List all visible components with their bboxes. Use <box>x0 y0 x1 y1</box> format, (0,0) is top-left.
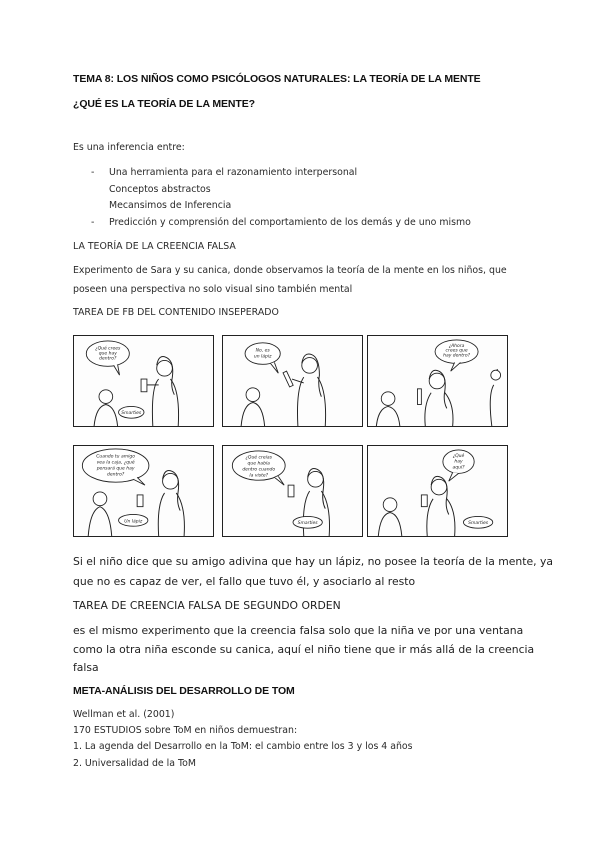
page-title: TEMA 8: LOS NIÑOS COMO PSICÓLOGOS NATURALES: LA TEORÍA DE LA MENTE <box>73 73 481 85</box>
intro-lead: Es una inferencia entre: <box>73 142 185 153</box>
speech-bubble-text: aquí? <box>452 465 465 471</box>
speech-bubble-text: ¿Ahora <box>448 343 465 349</box>
section-heading-false-belief: LA TEORÍA DE LA CREENCIA FALSA <box>73 241 236 252</box>
section-heading-what-is-tom: ¿QUÉ ES LA TEORÍA DE LA MENTE? <box>73 98 255 110</box>
conclusion-line-1: Si el niño dice que su amigo adivina que hay un lápiz, no posee la teoría de la mente, ya <box>73 555 553 568</box>
speech-bubble-text: la viste? <box>249 473 269 479</box>
section-heading-meta-analysis: META-ANÁLISIS DEL DESARROLLO DE TOM <box>73 685 295 697</box>
speech-bubble-text: que había <box>247 461 270 467</box>
speech-bubble-text: pensará que hay <box>96 466 135 472</box>
comic-panel-1 <box>73 335 214 427</box>
list-bullet: - <box>91 167 95 178</box>
numbered-point-2: 2. Universalidad de la ToM <box>73 758 196 769</box>
list-item: Predicción y comprensión del comportamiento de los demás y de uno mismo <box>109 217 471 228</box>
comic-panel-4 <box>73 445 214 537</box>
speech-bubble-text: dentro? <box>99 356 117 362</box>
speech-bubble-text: Cuando tu amigo <box>96 454 135 460</box>
false-belief-text-line-1: Experimento de Sara y su canica, donde observamos la teoría de la mente en los niños, que <box>73 265 507 276</box>
section-heading-second-order: TAREA DE CREENCIA FALSA DE SEGUNDO ORDEN <box>73 599 341 612</box>
comic-illustration <box>74 446 213 536</box>
comic-illustration <box>223 336 362 426</box>
second-order-line-2: como la otra niña esconde su canica, aquí el niño tiene que ir más allá de la creencia <box>73 643 535 656</box>
comic-panel-2 <box>222 335 363 427</box>
thought-bubble-text: Smarties <box>121 411 142 417</box>
speech-bubble-text: hay dentro? <box>443 353 471 359</box>
speech-bubble-text: dentro? <box>107 472 125 478</box>
speech-bubble-text: ¿Qué <box>452 453 465 459</box>
false-belief-text-line-2: poseen una perspectiva no solo visual sino también mental <box>73 284 353 295</box>
comic-illustration <box>74 336 213 426</box>
unexpected-contents-task-title: TAREA DE FB DEL CONTENIDO INSEPERADO <box>73 307 279 318</box>
speech-bubble-text: un lápiz <box>253 354 272 360</box>
thought-bubble-text: Smarties <box>468 521 489 527</box>
second-order-line-1: es el mismo experimento que la creencia falsa solo que la niña ve por una ventana <box>73 624 524 637</box>
conclusion-line-2: que no es capaz de ver, el fallo que tuvo él, y asociarlo al resto <box>73 575 416 588</box>
studies-summary: 170 ESTUDIOS sobre ToM en niños demuestran: <box>73 725 298 736</box>
speech-bubble-text: que hay <box>98 351 117 357</box>
speech-bubble-text: ¿Qué crees <box>95 346 121 352</box>
thought-bubble-text: Un lápiz <box>124 519 143 525</box>
list-item-continuation: Mecansimos de Inferencia <box>109 200 232 211</box>
list-item-continuation: Conceptos abstractos <box>109 184 211 195</box>
thought-bubble-text: Smarties <box>297 521 318 527</box>
speech-bubble-text: vea la caja, ¿qué <box>96 460 135 466</box>
numbered-point-1: 1. La agenda del Desarrollo en la ToM: el cambio entre los 3 y los 4 años <box>73 741 413 752</box>
speech-bubble-text: ¿Qué creías <box>245 455 272 461</box>
comic-illustration <box>368 446 507 536</box>
speech-bubble-text: dentro cuando <box>242 467 276 473</box>
second-order-line-3: falsa <box>73 661 99 674</box>
list-item: Una herramienta para el razonamiento interpersonal <box>109 167 358 178</box>
comic-panel-6 <box>367 445 508 537</box>
comic-illustration <box>368 336 507 426</box>
speech-bubble-text: hay <box>454 459 463 465</box>
list-bullet: - <box>91 217 95 228</box>
comic-panel-5 <box>222 445 363 537</box>
speech-bubble-text: crees que <box>445 348 468 354</box>
comic-illustration <box>223 446 362 536</box>
comic-panel-3 <box>367 335 508 427</box>
citation: Wellman et al. (2001) <box>73 709 175 720</box>
speech-bubble-text: No, es <box>255 348 270 354</box>
